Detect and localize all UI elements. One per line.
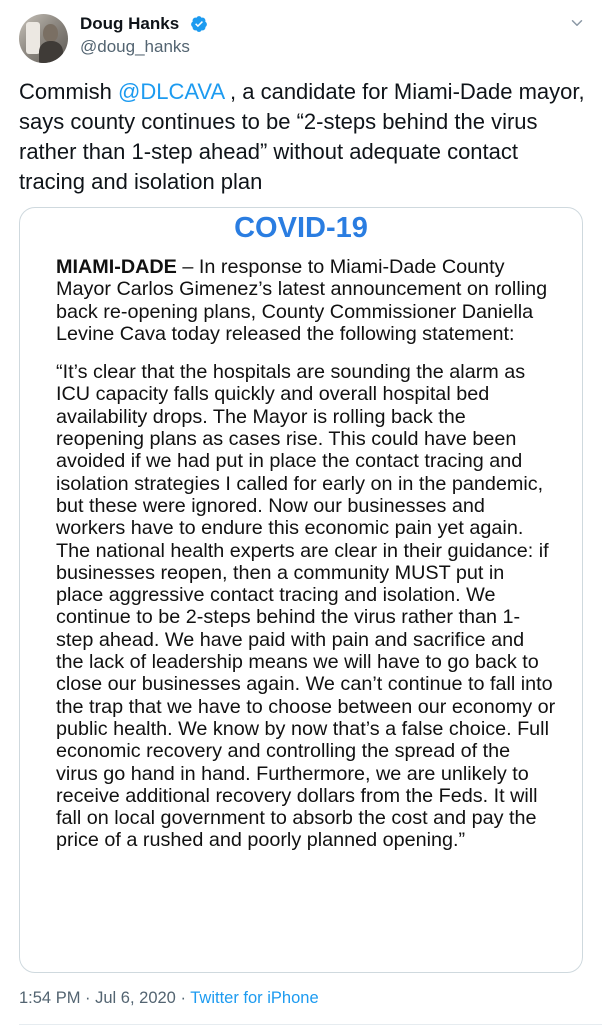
image-dateline: MIAMI-DADE (56, 256, 177, 278)
avatar-photo-part (26, 22, 40, 54)
tweet-date[interactable]: Jul 6, 2020 (95, 989, 176, 1007)
avatar-photo-part (43, 24, 58, 42)
meta-separator: · (175, 989, 191, 1007)
tweet-source-link[interactable]: Twitter for iPhone (190, 989, 319, 1007)
tweet-time[interactable]: 1:54 PM (19, 989, 81, 1007)
image-statement-body (56, 256, 556, 852)
meta-separator: · (80, 989, 96, 1007)
tweet-metadata (19, 987, 319, 1009)
author-handle[interactable]: @doug_hanks (80, 37, 190, 56)
attached-image[interactable] (19, 207, 583, 973)
tweet-text-start: Commish (19, 79, 119, 104)
avatar[interactable] (19, 14, 68, 63)
display-name[interactable]: Doug Hanks (80, 14, 180, 33)
image-quote-paragraph: “It’s clear that the hospitals are sounding the alarm as ICU capacity falls quickly and overall hospital bed availability drops. The Mayor is rolling back the reopening plans as cases rise. This could have been avoided if we had put in place the contact tracing and isolation strategies I called for early on in the pandemic, but these were ignored. Now our businesses and workers have to endure this economic pain yet again. The national health experts are clear in their guidance: if businesses reopen, then a community MUST put in place aggressive contact tracing and isolation. We continue to be 2-steps behind the virus rather than 1-step ahead. We have paid with pain and sacrifice and the lack of leadership means we will have to go back to close our businesses again. We can’t continue to fall into the trap that we have to choose between our economy or public health. We know by now that’s a false choice. Full economic recovery and controlling the spread of the virus go hand in hand. Furthermore, we are unlikely to receive additional recovery dollars from the Feds. It will fall on local government to absorb the cost and pay the price of a rushed and poorly planned opening.” (56, 361, 556, 852)
verified-badge-icon (190, 15, 208, 33)
divider (19, 1024, 602, 1025)
tweet-text (19, 77, 587, 197)
mention-link[interactable]: @DLCAVA (118, 79, 224, 104)
avatar-photo-part (39, 41, 63, 63)
chevron-down-icon[interactable] (568, 14, 586, 32)
image-lead-text: – In response to Miami-Dade County Mayor Carlos Gimenez’s latest announcement on rolling back re-opening plans, County Commissioner Daniella Levine Cava today released the following statement: (56, 256, 548, 345)
tweet-text-end: , a candidate for Miami-Dade mayor, says county continues to be “2-steps behind the virus rather than 1-step ahead” without adequate contact tracing and isolation plan (19, 79, 585, 194)
image-lead-paragraph (56, 256, 556, 345)
image-heading: COVID-19 (234, 212, 368, 244)
